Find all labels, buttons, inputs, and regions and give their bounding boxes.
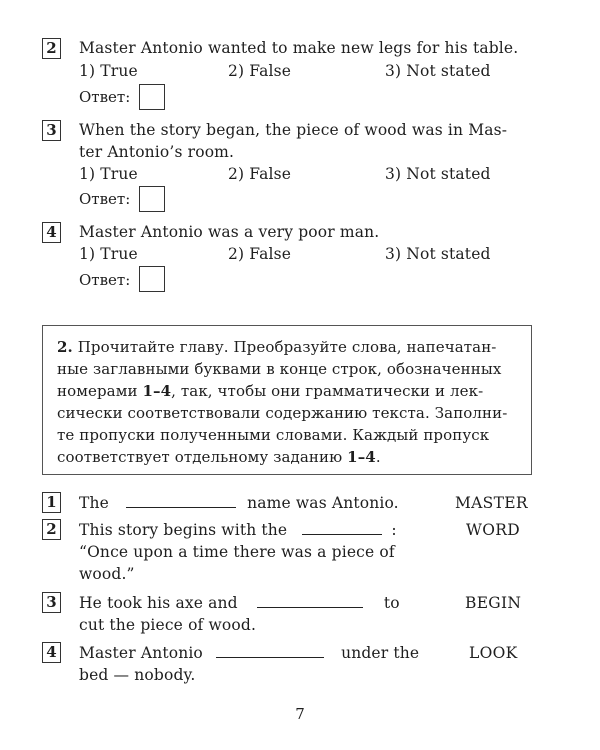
answer-blank[interactable] (257, 593, 363, 608)
instruction-line-2: ные заглавными буквами в конце строк, обозначенных (57, 360, 502, 378)
answer-blank[interactable] (216, 643, 324, 658)
task-number: 3 (42, 592, 61, 613)
option-true: 1) True (79, 165, 138, 183)
answer-box[interactable] (139, 84, 165, 110)
task-sentence-line-3: wood.” (79, 565, 135, 583)
task-sentence-line-2: bed — nobody. (79, 666, 196, 684)
option-not-stated: 3) Not stated (385, 245, 491, 263)
task-number: 1 (42, 492, 61, 513)
question-text-line-2: ter Antonio’s room. (79, 143, 235, 161)
instruction-line-3 (57, 380, 483, 402)
instruction-text: , так, чтобы они грамматически и лек- (171, 382, 484, 400)
sentence-before: Master Antonio (79, 644, 203, 662)
task-number: 2 (42, 519, 61, 540)
question-number: 3 (42, 120, 61, 141)
instruction-line-1 (57, 336, 496, 358)
sentence-after: to (383, 594, 400, 612)
page-number: 7 (295, 705, 305, 723)
task-sentence-line-2: cut the piece of wood. (79, 616, 257, 634)
question-text-line-1: When the story began, the piece of wood was in Mas- (79, 121, 508, 139)
sentence-before: This story begins with the (79, 521, 288, 539)
question-number: 4 (42, 222, 61, 243)
task-range: 1–4 (142, 382, 172, 400)
keyword: LOOK (469, 644, 518, 662)
instruction-box (42, 325, 532, 475)
question-text: Master Antonio was a very poor man. (79, 223, 380, 241)
keyword: MASTER (455, 494, 528, 512)
instruction-text: . (375, 448, 381, 466)
keyword: BEGIN (465, 594, 522, 612)
sentence-before: The (79, 494, 109, 512)
answer-blank[interactable] (126, 493, 236, 508)
option-not-stated: 3) Not stated (385, 165, 491, 183)
instruction-number: 2. (57, 338, 73, 356)
option-false: 2) False (228, 245, 292, 263)
sentence-after: under the (341, 644, 420, 662)
task-sentence (79, 520, 397, 540)
answer-box[interactable] (139, 266, 165, 292)
answer-box[interactable] (139, 186, 165, 212)
question-number: 2 (42, 38, 61, 59)
answer-blank[interactable] (302, 520, 382, 535)
task-sentence (79, 493, 399, 513)
instruction-line-5: те пропуски полученными словами. Каждый пропуск (57, 426, 490, 444)
instruction-text: номерами (57, 382, 143, 400)
sentence-before: He took his axe and (79, 594, 238, 612)
answer-label: Ответ: (79, 190, 131, 208)
task-sentence (79, 643, 419, 663)
task-sentence-line-2: “Once upon a time there was a piece of (79, 543, 395, 561)
task-range: 1–4 (347, 448, 376, 466)
instruction-text: Прочитайте главу. Преобразуйте слова, напечатан- (77, 338, 497, 356)
task-sentence (79, 593, 400, 613)
instruction-text: соответствует отдельному заданию (57, 448, 348, 466)
sentence-after: name was Antonio. (247, 494, 399, 512)
answer-label: Ответ: (79, 88, 131, 106)
instruction-line-4: сически соответствовали содержанию текста. Заполни- (57, 404, 508, 422)
option-true: 1) True (79, 245, 138, 263)
instruction-line-6 (57, 446, 381, 468)
sentence-after: : (391, 521, 397, 539)
option-false: 2) False (228, 62, 292, 80)
answer-label: Ответ: (79, 271, 131, 289)
option-false: 2) False (228, 165, 292, 183)
option-not-stated: 3) Not stated (385, 62, 491, 80)
task-number: 4 (42, 642, 61, 663)
keyword: WORD (466, 521, 520, 539)
option-true: 1) True (79, 62, 138, 80)
question-text: Master Antonio wanted to make new legs for his table. (79, 39, 519, 57)
